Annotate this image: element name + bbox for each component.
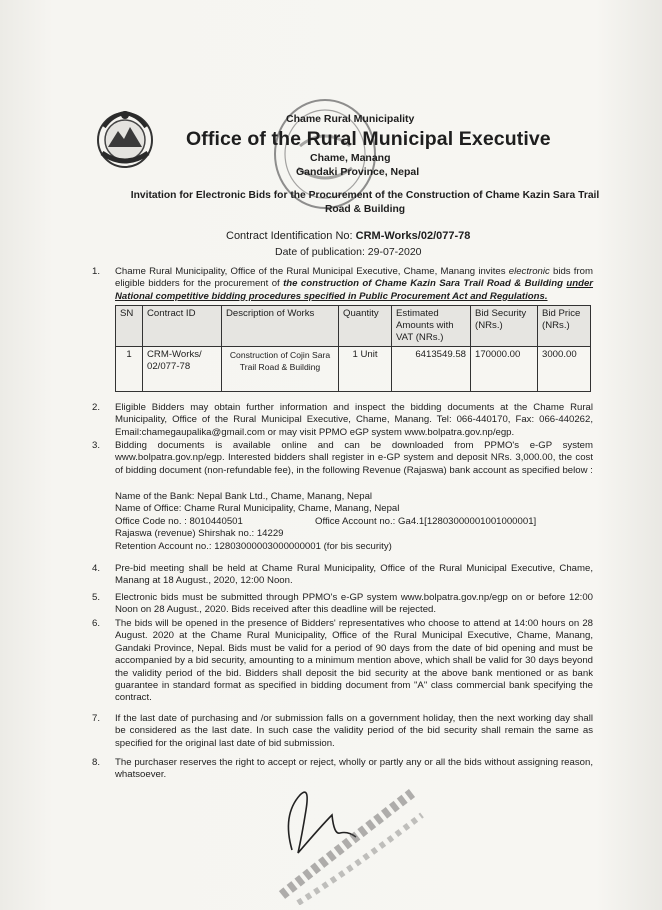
cell-bid-price: 3000.00 <box>538 347 591 392</box>
header-estimated: Estimated Amounts with VAT (NRs.) <box>392 306 471 347</box>
para-6: The bids will be opened in the presence of Bidders' representatives who choose to attend at 14:00 hours on 28 August. 2020 at the Chame Rural Municipality, Office of the Rural Municipal Executive, Chame, Manang, Gandaki Province, Nepal. Bids must be valid for a period of 90 days from the date of bid opening and must be accompanied by a bid security, amounting to a minimum mention above, which shall be valid for 30 days beyond the validity period of the bid. Bidders shall deposit the bid security at the above bank mentioned or as bank guarantee in standard format as specified in bidding document from "A" class commercial bank specifying the contract. <box>115 618 593 704</box>
office-title: Office of the Rural Municipal Executive <box>186 128 551 150</box>
para-4-number: 4. <box>92 563 101 574</box>
signature-with-stamp <box>262 775 432 905</box>
contract-number: CRM-Works/02/077-78 <box>355 230 471 242</box>
office-codes-line <box>115 516 593 528</box>
para-2: Eligible Bidders may obtain further information and inspect the bidding documents at the Chame Rural Municipality, Office of the Rural Municipal Executive, Chame, Manang. Tel: 066-440170, Fax: 066-440262, Email:chamegaupalika@gmail.com or may visit PPMO eGP system www.bolpatra.gov.np/egp. <box>115 402 593 438</box>
header-description: Description of Works <box>222 306 339 347</box>
para-7: If the last date of purchasing and /or submission falls on a government holiday, then the next working day shall be considered as the last date. In such case the validity period of the bid security shall remain the same as specified for the original last date of bid submission. <box>115 713 593 749</box>
para-2-number: 2. <box>92 402 101 413</box>
location-line: Chame, Manang <box>310 152 391 164</box>
office-code: Office Code no. : 8010440501 <box>115 515 243 527</box>
header-sn: SN <box>116 306 143 347</box>
para-1-works: the construction of Chame Kazin Sara Trail Road & Building <box>283 278 563 290</box>
para-6-number: 6. <box>92 618 101 629</box>
cell-sn: 1 <box>116 347 143 392</box>
para-8: The purchaser reserves the right to accept or reject, wholly or partly any or all the bids without assigning reason, whatsoever. <box>115 757 593 781</box>
bid-table <box>115 305 591 392</box>
rajaswa-shirshak: Rajaswa (revenue) Shirshak no.: 14229 <box>115 528 284 540</box>
para-4: Pre-bid meeting shall be held at Chame Rural Municipality, Office of the Rural Municipal Executive, Chame, Manang at 18 August., 2020, 12:00 Noon. <box>115 563 593 587</box>
bank-name: Name of the Bank: Nepal Bank Ltd., Chame, Manang, Nepal <box>115 491 373 502</box>
header-bid-security: Bid Security (NRs.) <box>471 306 538 347</box>
para-5-number: 5. <box>92 592 101 603</box>
para-8-number: 8. <box>92 757 101 768</box>
contract-identification <box>226 230 470 242</box>
cell-bid-security: 170000.00 <box>471 347 538 392</box>
para-3: Bidding documents is available online and can be downloaded from PPMO's e-GP system www.bolpatra.gov.np/egp. Interested bidders shall register in e-GP system and deposit NRs. 3,000.00, the cost of bidding document (non-refundable fee), in the following Revenue (Rajaswa) bank account as specified below : <box>115 440 593 476</box>
para-5: Electronic bids must be submitted through PPMO's e-GP system www.bolpatra.gov.np/egp on or before 12:00 Noon on 28 August., 2020. Bids received after this deadline will be rejected. <box>115 592 593 616</box>
para-1-text-b: bids from eligible bidders for the procurement of <box>115 266 593 290</box>
publication-date: Date of publication: 29-07-2020 <box>275 246 422 258</box>
para-1-procedure: under National competitive bidding procedures specified in Public Procurement Act and Regulations. <box>115 278 594 302</box>
retention-account: Retention Account no.: 12803000003000000001 (for bis security) <box>115 540 392 552</box>
bank-details <box>115 491 593 553</box>
office-name: Name of Office: Chame Rural Municipality, Chame, Manang, Nepal <box>115 503 400 515</box>
table-row <box>116 347 591 392</box>
office-account: Office Account no.: Ga4.1[12803000001001000001] <box>315 515 537 527</box>
para-1-number: 1. <box>92 266 101 277</box>
para-7-number: 7. <box>92 713 101 724</box>
para-3-number: 3. <box>92 440 101 451</box>
cell-description: Construction of Cojin Sara Trail Road & Building <box>222 347 339 392</box>
cell-quantity: 1 Unit <box>339 347 392 392</box>
para-1-emphasis: electronic <box>508 266 550 277</box>
cell-estimated: 6413549.58 <box>392 347 471 392</box>
invitation-title: Invitation for Electronic Bids for the Procurement of the Construction of Chame Kazin Sara Trail Road & Building <box>130 190 600 215</box>
nepal-emblem-logo <box>92 107 158 173</box>
contract-label: Contract Identification No: <box>226 230 353 242</box>
municipality-name: Chame Rural Municipality <box>286 113 415 125</box>
table-header-row <box>116 306 591 347</box>
para-1 <box>115 266 593 303</box>
header-bid-price: Bid Price (NRs.) <box>538 306 591 347</box>
province-line: Gandaki Province, Nepal <box>296 166 420 178</box>
header-contract-id: Contract ID <box>143 306 222 347</box>
para-1-text-a: Chame Rural Municipality, Office of the Rural Municipal Executive, Chame, Manang invites <box>115 266 506 277</box>
header-quantity: Quantity <box>339 306 392 347</box>
cell-contract-id: CRM-Works/ 02/077-78 <box>143 347 222 392</box>
